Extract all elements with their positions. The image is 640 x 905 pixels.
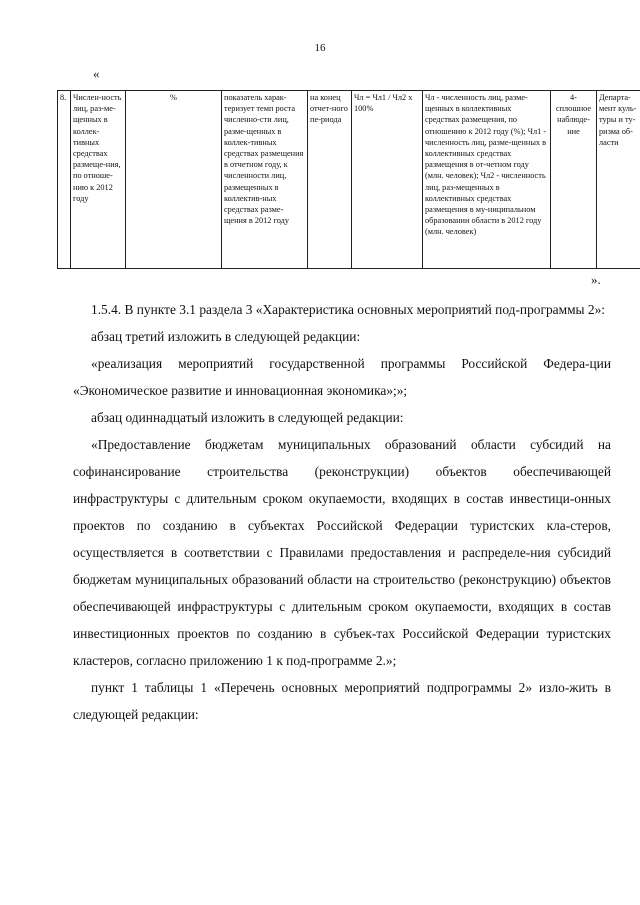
table-row: [58, 91, 640, 269]
cell-formula: Чл = Чл1 / Чл2 х 100%: [352, 91, 423, 269]
cell-indicator-name: Числен-ность лиц, раз-ме-щенных в коллек-тивных средствах размеще-ния, по отноше-нию к 2012 году: [71, 91, 126, 269]
paragraph-1: 1.5.4. В пункте 3.1 раздела 3 «Характеристика основных мероприятий под-программы 2»:: [91, 302, 606, 317]
paragraph-3: «реализация мероприятий государственной программы Российской Федера-ции «Экономическое развитие и инновационная экономика»;»;: [73, 356, 611, 398]
cell-method: 4-сплошное наблюде-ние: [551, 91, 597, 269]
paragraph-6: пункт 1 таблицы 1 «Перечень основных мероприятий подпрограммы 2» изло-жить в следующей редакции:: [73, 680, 611, 722]
cell-unit: %: [126, 91, 222, 269]
page-number: 16: [314, 42, 326, 54]
paragraph-2: абзац третий изложить в следующей редакции:: [91, 329, 361, 344]
cell-definitions: Чл - численность лиц, разме-щенных в коллективных средствах размещения, по отношению к 2012 году (%); Чл1 - численность лиц, разме-щенных в коллективных средствах размещения в от-четном году (млн. человек); Чл2 - численность лиц, раз-мещенных в коллективных средствах размещения в му-ниципальном образовании области в 2012 году (млн. человек): [423, 91, 551, 269]
cell-responsible: Департа-мент куль-туры и ту-ризма об-ласти: [597, 91, 640, 269]
cell-period: на конец отчет-ного пе-риода: [308, 91, 352, 269]
paragraph-4: абзац одиннадцатый изложить в следующей редакции:: [91, 410, 404, 425]
cell-description: показатель харак-теризует темп роста численно-сти лиц, разме-щенных в коллек-тивных средствах размещения в отчетном году, к численности лиц, размещенных в коллектив-ных средствах разме-щения в 2012 году: [222, 91, 308, 269]
indicator-table: [57, 90, 640, 269]
table-open-quote: «: [93, 66, 100, 81]
paragraph-5: «Предоставление бюджетам муниципальных образований области субсидий на софинансирование строительства (реконструкции) объектов обеспечивающей инфраструктуры с длительным сроком окупаемости, входящих в состав инвестици-онных проектов по созданию в субъектах Российской Федерации туристских кла-стеров, осуществляется в соответствии с Правилами предоставления и распределе-ния субсидий бюджетам муниципальных образований области на строительство (реконструкцию) объектов обеспечивающей инфраструктуры с длительным сроком окупаемости, входящих в состав инвестиционных проектов по созданию в субъек-тах Российской Федерации туристских кластеров, согласно приложению 1 к под-программе 2.»;: [73, 437, 611, 668]
table-close-quote: ».: [591, 272, 601, 287]
document-body: [73, 296, 611, 728]
cell-number: 8.: [58, 91, 71, 269]
